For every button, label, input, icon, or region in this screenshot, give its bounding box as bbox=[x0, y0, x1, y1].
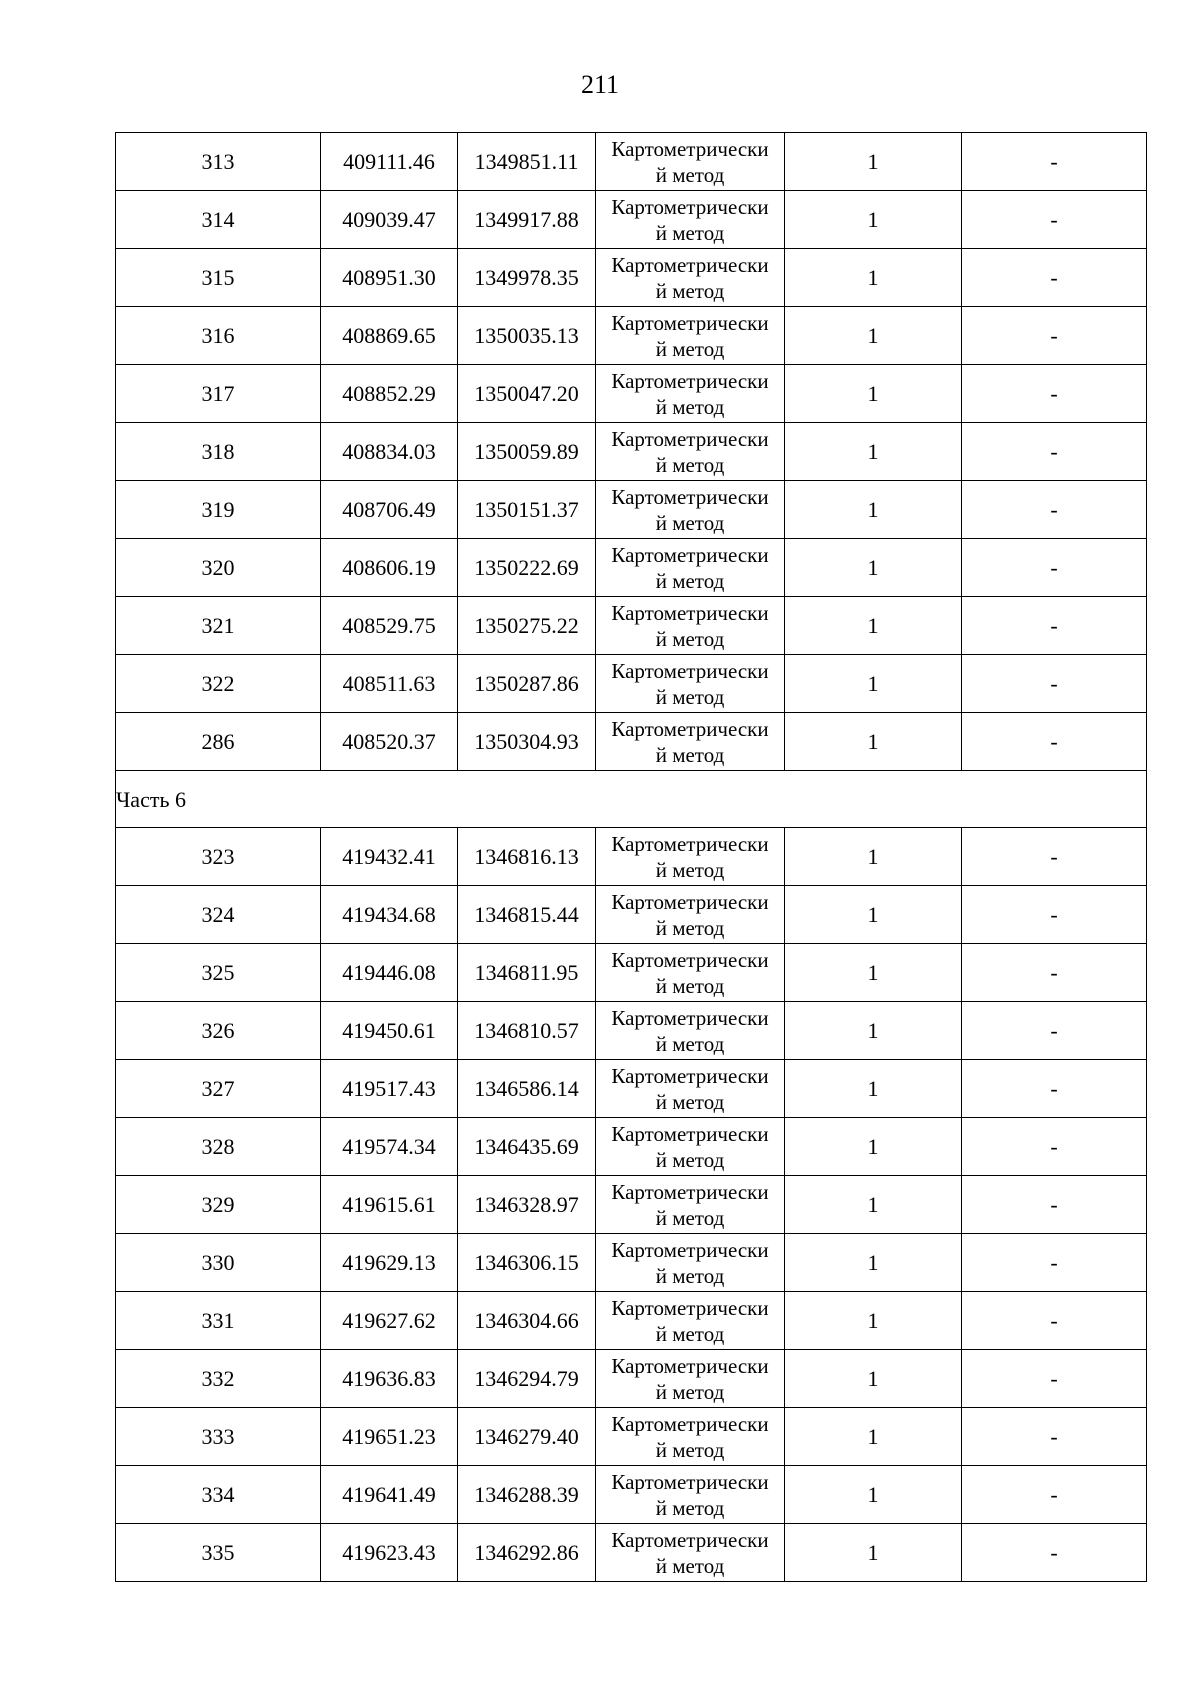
table-row bbox=[116, 1002, 1147, 1060]
accuracy-cell: 1 bbox=[785, 1176, 962, 1234]
note-cell: - bbox=[962, 307, 1147, 365]
method-line-2: й метод bbox=[655, 453, 725, 477]
page-number: 211 bbox=[580, 70, 620, 99]
point-number-cell: 319 bbox=[116, 481, 321, 539]
accuracy-cell: 1 bbox=[785, 655, 962, 713]
y-coordinate-cell: 1346328.97 bbox=[458, 1176, 596, 1234]
table-row bbox=[116, 133, 1147, 191]
note-cell: - bbox=[962, 1408, 1147, 1466]
note-cell: - bbox=[962, 944, 1147, 1002]
method-line-2: й метод bbox=[655, 1554, 725, 1578]
method-cell bbox=[596, 1234, 785, 1292]
method-line-1: Картометрически bbox=[611, 1528, 769, 1552]
method-line-1: Картометрически bbox=[611, 195, 769, 219]
table-row bbox=[116, 1292, 1147, 1350]
x-coordinate-cell: 419627.62 bbox=[321, 1292, 458, 1350]
method-line-1: Картометрически bbox=[611, 543, 769, 567]
accuracy-cell: 1 bbox=[785, 886, 962, 944]
x-coordinate-cell: 408834.03 bbox=[321, 423, 458, 481]
accuracy-cell: 1 bbox=[785, 828, 962, 886]
method-line-1: Картометрически bbox=[611, 948, 769, 972]
note-cell: - bbox=[962, 1176, 1147, 1234]
method-line-1: Картометрически bbox=[611, 1354, 769, 1378]
note-cell: - bbox=[962, 886, 1147, 944]
table-row bbox=[116, 1408, 1147, 1466]
y-coordinate-cell: 1350287.86 bbox=[458, 655, 596, 713]
x-coordinate-cell: 408869.65 bbox=[321, 307, 458, 365]
method-line-2: й метод bbox=[655, 569, 725, 593]
method-line-1: Картометрически bbox=[611, 427, 769, 451]
y-coordinate-cell: 1346815.44 bbox=[458, 886, 596, 944]
method-line-1: Картометрически bbox=[611, 1470, 769, 1494]
accuracy-cell: 1 bbox=[785, 1234, 962, 1292]
x-coordinate-cell: 419623.43 bbox=[321, 1524, 458, 1582]
coordinates-table bbox=[115, 132, 1147, 1582]
y-coordinate-cell: 1346306.15 bbox=[458, 1234, 596, 1292]
accuracy-cell: 1 bbox=[785, 423, 962, 481]
x-coordinate-cell: 419629.13 bbox=[321, 1234, 458, 1292]
point-number-cell: 314 bbox=[116, 191, 321, 249]
x-coordinate-cell: 419450.61 bbox=[321, 1002, 458, 1060]
method-cell bbox=[596, 307, 785, 365]
table-row bbox=[116, 1176, 1147, 1234]
note-cell: - bbox=[962, 1524, 1147, 1582]
y-coordinate-cell: 1350304.93 bbox=[458, 713, 596, 771]
method-line-1: Картометрически bbox=[611, 1064, 769, 1088]
point-number-cell: 313 bbox=[116, 133, 321, 191]
method-line-1: Картометрически bbox=[611, 1180, 769, 1204]
accuracy-cell: 1 bbox=[785, 1292, 962, 1350]
method-line-1: Картометрически bbox=[611, 137, 769, 161]
method-line-2: й метод bbox=[655, 1148, 725, 1172]
accuracy-cell: 1 bbox=[785, 944, 962, 1002]
y-coordinate-cell: 1346304.66 bbox=[458, 1292, 596, 1350]
method-line-2: й метод bbox=[655, 627, 725, 651]
y-coordinate-cell: 1350275.22 bbox=[458, 597, 596, 655]
accuracy-cell: 1 bbox=[785, 133, 962, 191]
x-coordinate-cell: 419615.61 bbox=[321, 1176, 458, 1234]
note-cell: - bbox=[962, 1234, 1147, 1292]
table-body bbox=[116, 133, 1147, 1582]
method-line-1: Картометрически bbox=[611, 369, 769, 393]
y-coordinate-cell: 1349917.88 bbox=[458, 191, 596, 249]
method-cell bbox=[596, 1060, 785, 1118]
method-cell bbox=[596, 249, 785, 307]
point-number-cell: 322 bbox=[116, 655, 321, 713]
method-line-2: й метод bbox=[655, 1032, 725, 1056]
x-coordinate-cell: 408606.19 bbox=[321, 539, 458, 597]
y-coordinate-cell: 1350035.13 bbox=[458, 307, 596, 365]
table-row bbox=[116, 539, 1147, 597]
method-cell bbox=[596, 944, 785, 1002]
note-cell: - bbox=[962, 655, 1147, 713]
x-coordinate-cell: 419432.41 bbox=[321, 828, 458, 886]
y-coordinate-cell: 1349851.11 bbox=[458, 133, 596, 191]
note-cell: - bbox=[962, 133, 1147, 191]
note-cell: - bbox=[962, 713, 1147, 771]
table-row bbox=[116, 944, 1147, 1002]
table-row bbox=[116, 191, 1147, 249]
table-row bbox=[116, 1118, 1147, 1176]
method-line-2: й метод bbox=[655, 1438, 725, 1462]
x-coordinate-cell: 408852.29 bbox=[321, 365, 458, 423]
point-number-cell: 324 bbox=[116, 886, 321, 944]
table-row bbox=[116, 886, 1147, 944]
x-coordinate-cell: 409039.47 bbox=[321, 191, 458, 249]
y-coordinate-cell: 1346288.39 bbox=[458, 1466, 596, 1524]
note-cell: - bbox=[962, 1060, 1147, 1118]
point-number-cell: 331 bbox=[116, 1292, 321, 1350]
y-coordinate-cell: 1350059.89 bbox=[458, 423, 596, 481]
y-coordinate-cell: 1346294.79 bbox=[458, 1350, 596, 1408]
point-number-cell: 323 bbox=[116, 828, 321, 886]
note-cell: - bbox=[962, 1292, 1147, 1350]
x-coordinate-cell: 408511.63 bbox=[321, 655, 458, 713]
note-cell: - bbox=[962, 828, 1147, 886]
y-coordinate-cell: 1346816.13 bbox=[458, 828, 596, 886]
accuracy-cell: 1 bbox=[785, 1408, 962, 1466]
y-coordinate-cell: 1346292.86 bbox=[458, 1524, 596, 1582]
note-cell: - bbox=[962, 1350, 1147, 1408]
note-cell: - bbox=[962, 365, 1147, 423]
x-coordinate-cell: 419446.08 bbox=[321, 944, 458, 1002]
point-number-cell: 328 bbox=[116, 1118, 321, 1176]
y-coordinate-cell: 1346810.57 bbox=[458, 1002, 596, 1060]
accuracy-cell: 1 bbox=[785, 1350, 962, 1408]
note-cell: - bbox=[962, 481, 1147, 539]
point-number-cell: 332 bbox=[116, 1350, 321, 1408]
method-line-1: Картометрически bbox=[611, 1296, 769, 1320]
accuracy-cell: 1 bbox=[785, 307, 962, 365]
note-cell: - bbox=[962, 1002, 1147, 1060]
method-cell bbox=[596, 713, 785, 771]
method-line-2: й метод bbox=[655, 974, 725, 998]
point-number-cell: 320 bbox=[116, 539, 321, 597]
method-line-1: Картометрически bbox=[611, 253, 769, 277]
y-coordinate-cell: 1346279.40 bbox=[458, 1408, 596, 1466]
method-cell bbox=[596, 828, 785, 886]
table-row bbox=[116, 713, 1147, 771]
accuracy-cell: 1 bbox=[785, 1060, 962, 1118]
accuracy-cell: 1 bbox=[785, 1524, 962, 1582]
table-row bbox=[116, 828, 1147, 886]
table-row bbox=[116, 1060, 1147, 1118]
method-line-2: й метод bbox=[655, 1380, 725, 1404]
point-number-cell: 334 bbox=[116, 1466, 321, 1524]
x-coordinate-cell: 408529.75 bbox=[321, 597, 458, 655]
table-row bbox=[116, 423, 1147, 481]
table-row bbox=[116, 481, 1147, 539]
method-cell bbox=[596, 886, 785, 944]
method-cell bbox=[596, 423, 785, 481]
method-line-2: й метод bbox=[655, 858, 725, 882]
point-number-cell: 327 bbox=[116, 1060, 321, 1118]
accuracy-cell: 1 bbox=[785, 713, 962, 771]
y-coordinate-cell: 1350222.69 bbox=[458, 539, 596, 597]
method-cell bbox=[596, 1292, 785, 1350]
method-cell bbox=[596, 1466, 785, 1524]
y-coordinate-cell: 1346435.69 bbox=[458, 1118, 596, 1176]
method-line-2: й метод bbox=[655, 685, 725, 709]
method-cell bbox=[596, 539, 785, 597]
note-cell: - bbox=[962, 1118, 1147, 1176]
x-coordinate-cell: 408520.37 bbox=[321, 713, 458, 771]
x-coordinate-cell: 419517.43 bbox=[321, 1060, 458, 1118]
point-number-cell: 318 bbox=[116, 423, 321, 481]
method-line-2: й метод bbox=[655, 1206, 725, 1230]
method-cell bbox=[596, 481, 785, 539]
method-line-2: й метод bbox=[655, 1264, 725, 1288]
method-line-1: Картометрически bbox=[611, 1412, 769, 1436]
method-line-1: Картометрически bbox=[611, 832, 769, 856]
y-coordinate-cell: 1346811.95 bbox=[458, 944, 596, 1002]
accuracy-cell: 1 bbox=[785, 539, 962, 597]
method-cell bbox=[596, 133, 785, 191]
table-row bbox=[116, 1234, 1147, 1292]
accuracy-cell: 1 bbox=[785, 1118, 962, 1176]
method-line-2: й метод bbox=[655, 221, 725, 245]
table-row bbox=[116, 597, 1147, 655]
method-cell bbox=[596, 655, 785, 713]
method-line-2: й метод bbox=[655, 395, 725, 419]
accuracy-cell: 1 bbox=[785, 1466, 962, 1524]
method-line-2: й метод bbox=[655, 916, 725, 940]
note-cell: - bbox=[962, 539, 1147, 597]
table-row bbox=[116, 249, 1147, 307]
method-line-1: Картометрически bbox=[611, 659, 769, 683]
note-cell: - bbox=[962, 249, 1147, 307]
table-row bbox=[116, 655, 1147, 713]
accuracy-cell: 1 bbox=[785, 365, 962, 423]
y-coordinate-cell: 1350047.20 bbox=[458, 365, 596, 423]
method-cell bbox=[596, 1002, 785, 1060]
point-number-cell: 315 bbox=[116, 249, 321, 307]
method-line-1: Картометрически bbox=[611, 1122, 769, 1146]
note-cell: - bbox=[962, 191, 1147, 249]
note-cell: - bbox=[962, 1466, 1147, 1524]
x-coordinate-cell: 419641.49 bbox=[321, 1466, 458, 1524]
method-cell bbox=[596, 365, 785, 423]
point-number-cell: 330 bbox=[116, 1234, 321, 1292]
method-line-2: й метод bbox=[655, 163, 725, 187]
table-row bbox=[116, 365, 1147, 423]
note-cell: - bbox=[962, 423, 1147, 481]
x-coordinate-cell: 408951.30 bbox=[321, 249, 458, 307]
table-row bbox=[116, 1350, 1147, 1408]
method-line-1: Картометрически bbox=[611, 717, 769, 741]
x-coordinate-cell: 419574.34 bbox=[321, 1118, 458, 1176]
method-line-1: Картометрически bbox=[611, 1006, 769, 1030]
accuracy-cell: 1 bbox=[785, 597, 962, 655]
method-line-2: й метод bbox=[655, 337, 725, 361]
point-number-cell: 325 bbox=[116, 944, 321, 1002]
method-cell bbox=[596, 1118, 785, 1176]
method-cell bbox=[596, 191, 785, 249]
method-cell bbox=[596, 1524, 785, 1582]
method-line-2: й метод bbox=[655, 1090, 725, 1114]
method-line-2: й метод bbox=[655, 743, 725, 767]
method-cell bbox=[596, 1350, 785, 1408]
method-line-1: Картометрически bbox=[611, 311, 769, 335]
method-cell bbox=[596, 1176, 785, 1234]
method-line-1: Картометрически bbox=[611, 485, 769, 509]
point-number-cell: 326 bbox=[116, 1002, 321, 1060]
method-line-1: Картометрически bbox=[611, 890, 769, 914]
x-coordinate-cell: 408706.49 bbox=[321, 481, 458, 539]
accuracy-cell: 1 bbox=[785, 249, 962, 307]
section-row bbox=[116, 771, 1147, 828]
method-line-1: Картометрически bbox=[611, 1238, 769, 1262]
table-row bbox=[116, 1466, 1147, 1524]
point-number-cell: 329 bbox=[116, 1176, 321, 1234]
note-cell: - bbox=[962, 597, 1147, 655]
y-coordinate-cell: 1350151.37 bbox=[458, 481, 596, 539]
section-label: Часть 6 bbox=[116, 771, 1147, 828]
table-row bbox=[116, 1524, 1147, 1582]
accuracy-cell: 1 bbox=[785, 191, 962, 249]
method-cell bbox=[596, 597, 785, 655]
x-coordinate-cell: 419636.83 bbox=[321, 1350, 458, 1408]
method-line-1: Картометрически bbox=[611, 601, 769, 625]
method-line-2: й метод bbox=[655, 279, 725, 303]
method-line-2: й метод bbox=[655, 1496, 725, 1520]
accuracy-cell: 1 bbox=[785, 481, 962, 539]
point-number-cell: 317 bbox=[116, 365, 321, 423]
x-coordinate-cell: 419651.23 bbox=[321, 1408, 458, 1466]
x-coordinate-cell: 409111.46 bbox=[321, 133, 458, 191]
point-number-cell: 335 bbox=[116, 1524, 321, 1582]
point-number-cell: 321 bbox=[116, 597, 321, 655]
point-number-cell: 286 bbox=[116, 713, 321, 771]
point-number-cell: 316 bbox=[116, 307, 321, 365]
y-coordinate-cell: 1346586.14 bbox=[458, 1060, 596, 1118]
method-cell bbox=[596, 1408, 785, 1466]
method-line-2: й метод bbox=[655, 511, 725, 535]
table-row bbox=[116, 307, 1147, 365]
accuracy-cell: 1 bbox=[785, 1002, 962, 1060]
x-coordinate-cell: 419434.68 bbox=[321, 886, 458, 944]
method-line-2: й метод bbox=[655, 1322, 725, 1346]
point-number-cell: 333 bbox=[116, 1408, 321, 1466]
y-coordinate-cell: 1349978.35 bbox=[458, 249, 596, 307]
